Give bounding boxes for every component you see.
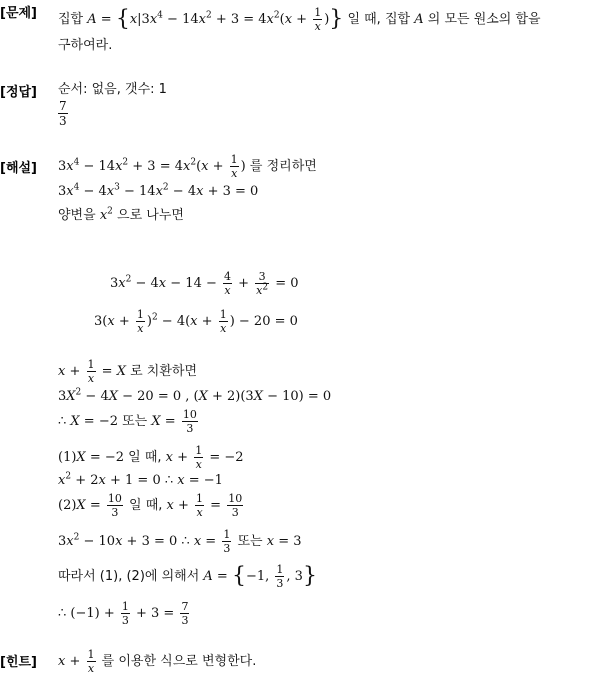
solution-case-2-result: $3x^2 - 10x + 3 = 0$ ∴ x = $\frac{1}{3}$ 또는 x = 3 [58, 528, 302, 555]
solution-case-2: (2)X = $\frac{10}{3}$ 일 때, x + $\frac{1}{x}$ = $\frac{10}{3}$ [58, 492, 243, 519]
solution-case-1-result: $x^2 + 2x + 1 = 0$ ∴ x = −1 [58, 471, 223, 488]
answer-meta: 순서: 없음, 갯수: 1 [58, 82, 167, 97]
solution-line-2: $3x^4 - 4x^3 - 14x^2 - 4x + 3 = 0$ [58, 182, 259, 199]
hint-line: x + $\frac{1}{x}$ 를 이용한 식으로 변형한다. [58, 648, 257, 675]
hint-label: [힌트] [0, 655, 37, 670]
solution-sum: ∴ (−1) + $\frac{1}{3}$ + 3 = $\frac{7}{3}$ [58, 600, 189, 627]
answer-label: [정답] [0, 85, 37, 100]
solution-case-1: (1)X = −2 일 때, x + $\frac{1}{x}$ = −2 [58, 444, 244, 471]
equation-1: $3x^2 - 4x - 14$ − $\frac{4}{x}$ + $\frac{3}{x^2}$ = 0 [110, 270, 299, 297]
solution-set: 따라서 (1), (2)에 의해서 A = {−1, $\frac{1}{3}$ , 3} [58, 563, 317, 590]
answer-fraction: 7 3 [59, 99, 67, 128]
problem-label: [문제] [0, 6, 37, 21]
problem-line-2: 구하여라. [58, 38, 113, 53]
solution-label: [해설] [0, 161, 37, 176]
solution-quadratic: $3X^2 - 4X - 20 = 0$ , (X + 2)(3X − 10) = 0 [58, 387, 332, 404]
solution-roots: ∴ X = −2 또는 X = $\frac{10}{3}$ [58, 408, 197, 435]
equation-2: 3(x + $\frac{1}{x}$ )$^2$ − 4(x + $\frac{1}{x}$ ) − 20 = 0 [94, 308, 298, 335]
solution-line-1: $3x^4 - 14x^2 + 3 = 4x^2(x$ + $\frac{1}{x}$ ) 를 정리하면 [58, 153, 317, 180]
solution-substitution: x + $\frac{1}{x}$ = X 로 치환하면 [58, 358, 198, 385]
problem-line-1: 집합 $A = \{x|3x^4 - 14x^2 + 3 = 4x^2(x$ + $\frac{1}{x}$ )} 일 때, 집합 A 의 모든 원소의 합을 [58, 6, 541, 33]
solution-line-3: 양변을 $x^2$ 으로 나누면 [58, 206, 184, 223]
